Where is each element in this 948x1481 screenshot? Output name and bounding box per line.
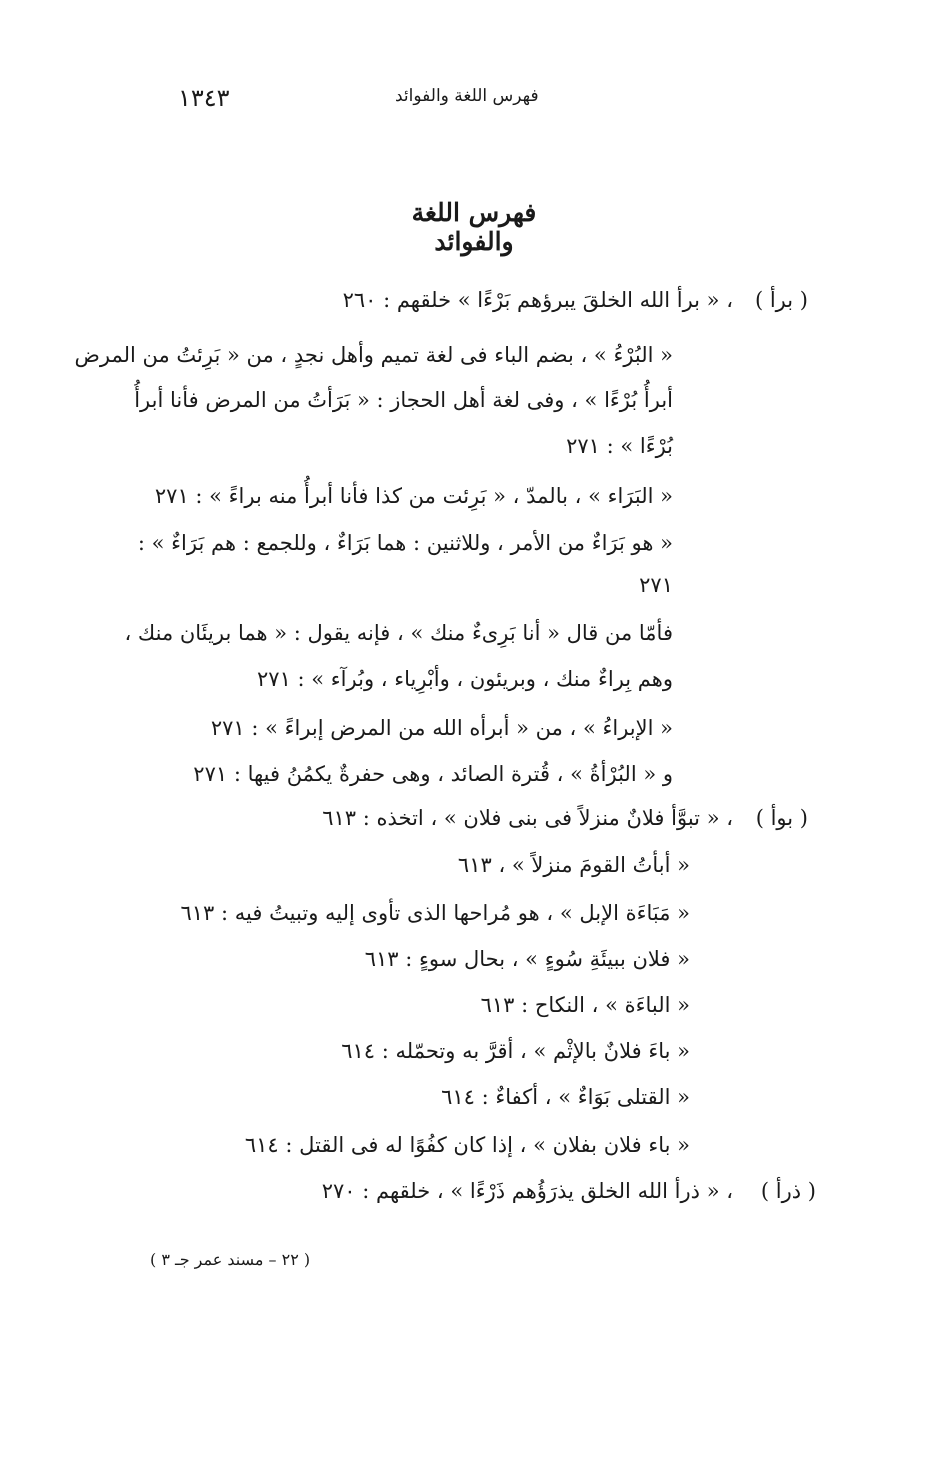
- entry-line: ، « تبوَّأ فلانٌ منزلاً فى بنى فلان » ، اتخذه : ٦١٣: [322, 806, 733, 830]
- entry-root-dhara: ( ذرأ ): [760, 1179, 816, 1203]
- entry-line: فأمّا من قال « أنا بَرِىءٌ منك » ، فإنه يقول : « هما بريئَان منك ،: [124, 621, 673, 645]
- entry-line: « القتلى بَوَاءٌ » ، أكفاءٌ : ٦١٤: [441, 1085, 690, 1109]
- footnote: ( ٢٢ – مسند عمر جـ ٣ ): [150, 1250, 311, 1269]
- entry-line: « هو بَرَاءٌ من الأمر ، وللاثنين : هما بَرَاءٌ ، وللجمع : هم بَرَاءٌ » :: [137, 531, 673, 555]
- entry-line: « البَرَاء » ، بالمدّ ، « بَرِئت من كذا فأنا أبرأُ منه براءً » : ٢٧١: [154, 484, 673, 508]
- entry-root-bawa: ( بوأ ): [755, 806, 808, 830]
- running-header: فهرس اللغة والفوائد: [395, 86, 539, 106]
- entry-line: ، « ذرأ الله الخلق يذرَؤُهم ذَرْءًا » ، خلقهم : ٢٧٠: [321, 1179, 733, 1203]
- entry-line: و « البُرْأةُ » ، قُترة الصائد ، وهى حفرةٌ يكمُنُ فيها : ٢٧١: [193, 762, 673, 786]
- entry-line: « الباءَة » ، النكاح : ٦١٣: [480, 993, 690, 1017]
- entry-line: أبرأُ بُرْءًا » ، وفى لغة أهل الحجاز : « بَرَأتُ من المرض فأنا أبرأُ: [134, 388, 673, 412]
- entry-line: « فلان ببيئَةِ سُوءٍ » ، بحال سوءٍ : ٦١٣: [364, 947, 690, 971]
- entry-line: « باء فلان بفلان » ، إذا كان كفُوًا له فى القتل : ٦١٤: [244, 1133, 690, 1157]
- entry-line: « الإبراءُ » ، من « أبرأه الله من المرض إبراءً » : ٢٧١: [210, 716, 673, 740]
- entry-line: « باءَ فلانٌ بالإثْم » ، أقرَّ به وتحمّله : ٦١٤: [341, 1039, 690, 1063]
- entry-line: « مَبَاءَة الإبل » ، هو مُراحها الذى تأوى إليه وتبيتُ فيه : ٦١٣: [180, 901, 690, 925]
- index-title: فهرس اللغة والفوائد: [411, 198, 537, 256]
- entry-line: « البُرْءُ » ، بضم الباء فى لغة تميم وأهل نجدٍ ، من « بَرِئتُ من المرض: [74, 343, 673, 367]
- page-number: ١٣٤٣: [178, 84, 230, 112]
- entry-line: ، « برأ الله الخلقَ يبرؤهم بَرْءًا » خلقهم : ٢٦٠: [342, 288, 733, 312]
- entry-line: ٢٧١: [639, 573, 673, 597]
- entry-line: وهم بِراءٌ منك ، وبريئون ، وأبْرِياء ، وبُرآء » : ٢٧١: [257, 667, 673, 691]
- entry-line: بُرْءًا » : ٢٧١: [566, 434, 673, 458]
- entry-line: « أبأتُ القومَ منزلاً » ، ٦١٣: [457, 853, 690, 877]
- entry-root-bara: ( برأ ): [754, 288, 808, 312]
